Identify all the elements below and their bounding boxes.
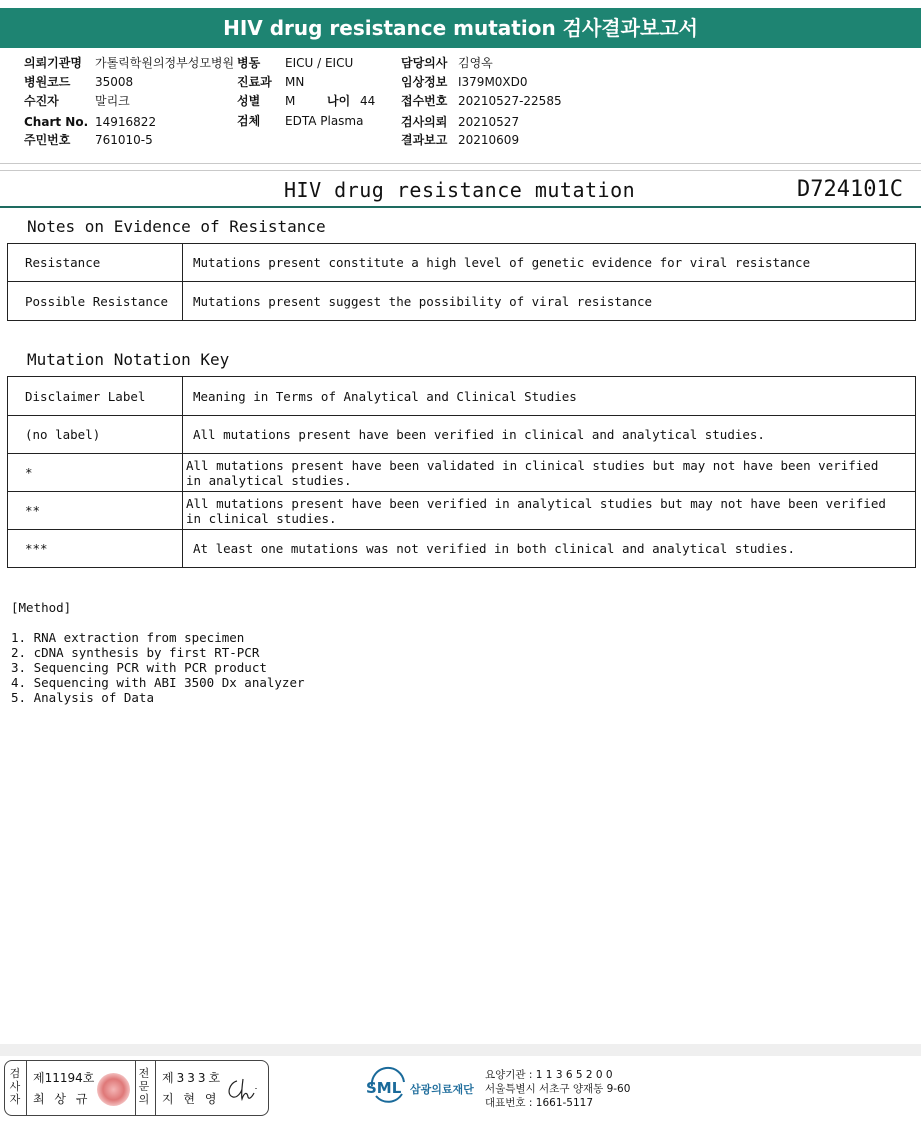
- footer-line: 서울특별시 서초구 양재동 9-60: [485, 1083, 631, 1095]
- info-label: 수진자: [24, 94, 59, 108]
- examiner-name: 최 상 규: [33, 1092, 91, 1106]
- info-value: 가톨릭학원의정부성모병원: [95, 56, 235, 70]
- table-row: [8, 454, 916, 492]
- table-cell: Mutations present constitute a high level of genetic evidence for viral resistance: [183, 244, 916, 282]
- info-label: 결과보고: [401, 133, 448, 147]
- info-value: 김영옥: [458, 56, 493, 70]
- footer-band: [0, 1044, 921, 1056]
- info-label: 의뢰기관명: [24, 56, 82, 70]
- info-label: 병동: [237, 56, 261, 70]
- table-cell: All mutations present have been validated in clinical studies but may not have been verified in analytical studies.: [183, 454, 916, 492]
- logo-text: SML: [366, 1079, 402, 1097]
- divider: [0, 206, 921, 208]
- info-value: 20210527-22585: [458, 94, 562, 108]
- vertical-char: 사: [9, 1080, 21, 1093]
- table-cell: Mutations present suggest the possibility of viral resistance: [183, 282, 916, 321]
- age-value: 44: [360, 94, 376, 108]
- table-cell: ***: [8, 530, 183, 568]
- info-value: 761010-5: [95, 133, 153, 147]
- divider: [155, 1061, 156, 1115]
- report-title: HIV drug resistance mutation 검사결과보고서: [0, 8, 921, 48]
- table-cell: (no label): [8, 416, 183, 454]
- info-label: 진료과: [237, 75, 272, 89]
- table-cell: All mutations present have been verified in clinical and analytical studies.: [183, 416, 916, 454]
- table-cell: At least one mutations was not verified in both clinical and analytical studies.: [183, 530, 916, 568]
- divider: [0, 163, 921, 164]
- info-label: 검체: [237, 114, 261, 128]
- vertical-char: 검: [9, 1067, 21, 1080]
- table-header-cell: Disclaimer Label: [8, 377, 183, 416]
- method-step: 5. Analysis of Data: [11, 690, 154, 705]
- seal-stamp: [97, 1073, 130, 1106]
- divider: [135, 1061, 136, 1115]
- vertical-char: 전: [138, 1067, 150, 1080]
- footer-line: 대표번호 : 1661-5117: [485, 1097, 594, 1109]
- method-title: [Method]: [11, 600, 72, 615]
- table-row: [8, 244, 916, 282]
- info-label: 임상정보: [401, 75, 448, 89]
- org-name: 삼광의료재단: [410, 1083, 474, 1096]
- info-value: MN: [285, 75, 305, 89]
- table-cell: All mutations present have been verified in analytical studies but may not have been verified in clinical studies.: [183, 492, 916, 530]
- vertical-char: 문: [138, 1080, 150, 1093]
- examiner-vertical-label: [8, 1067, 22, 1106]
- info-value: 말리크: [95, 94, 130, 108]
- info-label: Chart No.: [24, 115, 89, 129]
- info-value: 20210609: [458, 133, 520, 147]
- method-step: 4. Sequencing with ABI 3500 Dx analyzer: [11, 675, 305, 690]
- divider: [0, 170, 921, 171]
- notation-table: [7, 376, 916, 568]
- evidence-section-title: Notes on Evidence of Resistance: [27, 217, 326, 236]
- method-section: [11, 600, 305, 705]
- table-row: [8, 282, 916, 321]
- info-value: EDTA Plasma: [285, 114, 364, 128]
- info-label: 성별: [237, 94, 261, 108]
- info-label: 담당의사: [401, 56, 448, 70]
- info-label: 접수번호: [401, 94, 448, 108]
- test-title: HIV drug resistance mutation: [284, 178, 636, 202]
- table-header-row: [8, 377, 916, 416]
- signature-box: [4, 1060, 269, 1116]
- specialist-license: 제333호: [162, 1071, 224, 1085]
- table-cell: **: [8, 492, 183, 530]
- method-step: 1. RNA extraction from specimen: [11, 630, 245, 645]
- footer-line: 요양기관 : 1 1 3 6 5 2 0 0: [485, 1069, 613, 1081]
- sml-logo-icon: [366, 1066, 410, 1110]
- table-cell: Resistance: [8, 244, 183, 282]
- info-value: EICU / EICU: [285, 56, 354, 70]
- handwritten-signature: [223, 1075, 263, 1105]
- evidence-table: [7, 243, 916, 321]
- specialist-name: 지 현 영: [162, 1092, 220, 1106]
- info-value: M: [285, 94, 296, 108]
- table-row: [8, 492, 916, 530]
- vertical-char: 자: [9, 1093, 21, 1106]
- info-value: 20210527: [458, 115, 520, 129]
- info-label: 검사의뢰: [401, 115, 448, 129]
- method-step: 3. Sequencing PCR with PCR product: [11, 660, 267, 675]
- divider: [26, 1061, 27, 1115]
- notation-section-title: Mutation Notation Key: [27, 350, 230, 369]
- footer-info: [485, 1068, 630, 1110]
- info-value: 35008: [95, 75, 134, 89]
- table-header-cell: Meaning in Terms of Analytical and Clinical Studies: [183, 377, 916, 416]
- table-row: [8, 416, 916, 454]
- table-cell: *: [8, 454, 183, 492]
- method-step: 2. cDNA synthesis by first RT-PCR: [11, 645, 260, 660]
- vertical-char: 의: [138, 1093, 150, 1106]
- test-code: D724101C: [797, 177, 903, 202]
- specialist-vertical-label: [137, 1067, 151, 1106]
- info-value: I379M0XD0: [458, 75, 528, 89]
- info-label: 병원코드: [24, 75, 71, 89]
- age-label: 나이: [327, 94, 351, 108]
- info-value: 14916822: [95, 115, 157, 129]
- examiner-license: 제11194호: [33, 1071, 95, 1085]
- table-cell: Possible Resistance: [8, 282, 183, 321]
- table-row: [8, 530, 916, 568]
- info-label: 주민번호: [24, 133, 71, 147]
